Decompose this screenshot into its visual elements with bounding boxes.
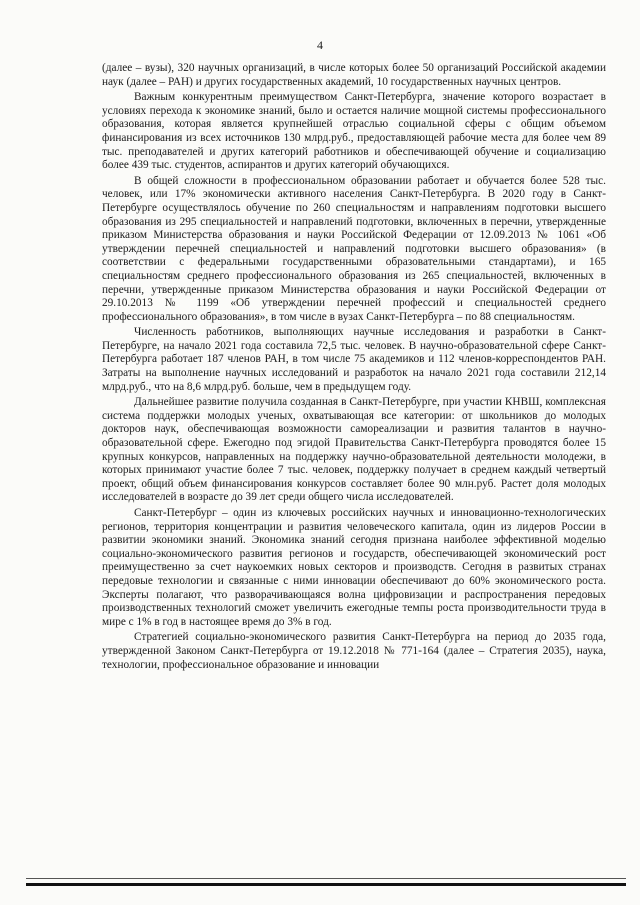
scan-edge-line <box>26 878 626 879</box>
paragraph: В общей сложности в профессиональном образовании работает и обучается более 528 тыс. человек, или 17% экономически активного населения Санкт-Петербурга. В 2020 году в Санкт-Петербурге осуществлялось обучение по 260 специальностям и направлениям подготовки высшего образования из 295 специальностей и направлений подготовки, включенных в перечни, утвержденные приказом Министерства образования и науки Российской Федерации от 12.09.2013 № 1061 «Об утверждении перечней специальностей и направлений подготовки высшего образования» (в соответствии с федеральными государственными образовательными стандартами), и 165 специальностям среднего профессионального образования из 265 специальностей, включенных в перечни, утвержденные приказом Министерства образования и науки Российской Федерации от 29.10.2013 № 1199 «Об утверждении перечней профессий и специальностей среднего профессионального образования», в том числе в вузах Санкт-Петербурга – по 88 специальностям. <box>102 174 606 323</box>
paragraph: Численность работников, выполняющих научные исследования и разработки в Санкт-Петербурге, на начало 2021 года составила 72,5 тыс. человек. В научно-образовательной сфере Санкт-Петербурга работает 187 членов РАН, в том числе 75 академиков и 112 членов-корреспондентов РАН. Затраты на выполнение научных исследований и разработок на начало 2021 года составили 212,14 млрд.руб., что на 8,6 млрд.руб. больше, чем в предыдущем году. <box>102 326 606 393</box>
document-body <box>102 62 606 674</box>
page-number: 4 <box>317 38 323 52</box>
paragraph: Санкт-Петербург – один из ключевых российских научных и инновационно-технологических регионов, территория концентрации и развития человеческого капитала, один из лидеров России в развитии экономики знаний. Экономика знаний сегодня признана наиболее эффективной моделью социально-экономического развития регионов и государств, обеспечивающей экономический рост преимущественно за счет наукоемких новых секторов и производств. Сегодня в развитых странах передовые технологии и связанные с ними инновации обеспечивают до 60% экономического роста. Эксперты полагают, что разворачивающаяся волна цифровизации и распространения передовых производственных технологий сможет увеличить ежегодные темпы роста производительности труда в мире с 1% в год в настоящее время до 3% в год. <box>102 507 606 628</box>
scan-edge-line <box>26 883 626 886</box>
paragraph: Дальнейшее развитие получила созданная в Санкт-Петербурге, при участии КНВШ, комплексная система поддержки молодых ученых, охватывающая все категории: от школьников до молодых докторов наук, обеспечивающая возможности самореализации и развития талантов в научно-образовательной сфере. Ежегодно под эгидой Правительства Санкт-Петербурга проводятся более 15 крупных конкурсов, направленных на поддержку научно-образовательной деятельности молодежи, в которых принимают участие более 7 тыс. человек, поддержку получает в среднем каждый четвертый проект, общий объем финансирования конкурсов составляет более 90 млн.руб. Растет доля молодых исследователей в возрасте до 39 лет среди общего числа исследователей. <box>102 396 606 504</box>
paragraph: Стратегией социально-экономического развития Санкт-Петербурга на период до 2035 года, утвержденной Законом Санкт-Петербурга от 19.12.2018 № 771-164 (далее – Стратегия 2035), наука, технологии, профессиональное образование и инновации <box>102 631 606 671</box>
paragraph: Важным конкурентным преимуществом Санкт-Петербурга, значение которого возрастает в условиях перехода к экономике знаний, было и остается наличие мощной системы профессионального образования, которая является крупнейшей отраслью социальной сферы с общим объемом финансирования из всех источников 130 млрд.руб., предоставляющей рабочие места для более чем 89 тыс. преподавателей и других категорий работников и обеспечивающей обучение и социализацию более 439 тыс. студентов, аспирантов и других категорий обучающихся. <box>102 91 606 172</box>
paragraph: (далее – вузы), 320 научных организаций, в числе которых более 50 организаций Российской академии наук (далее – РАН) и других государственных академий, 10 государственных научных центров. <box>102 62 606 88</box>
